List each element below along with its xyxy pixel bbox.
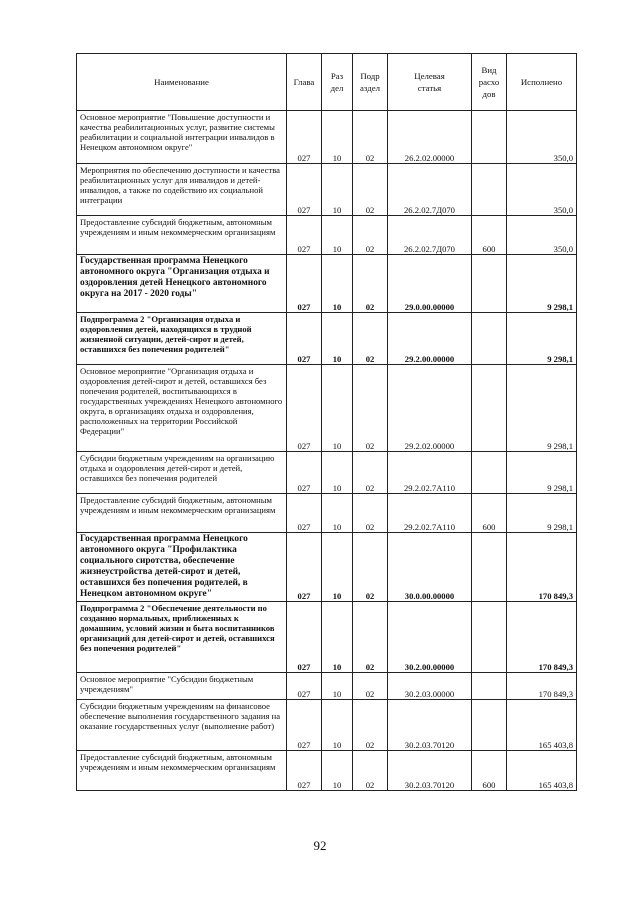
row-name: Субсидии бюджетным учреждениям на финансовое обеспечение выполнения государственного задания на оказание государственных услуг (выполнение работ) bbox=[77, 700, 287, 751]
row-razdel: 10 bbox=[322, 700, 353, 751]
row-target: 26.2.02.00000 bbox=[388, 111, 472, 164]
row-glava: 027 bbox=[287, 602, 322, 673]
row-razdel: 10 bbox=[322, 164, 353, 216]
col-header-glava: Глава bbox=[287, 54, 322, 111]
row-vid bbox=[472, 365, 507, 452]
row-target: 30.2.03.70120 bbox=[388, 751, 472, 791]
row-target: 30.2.03.00000 bbox=[388, 673, 472, 700]
table-row bbox=[77, 751, 577, 791]
row-vid: 600 bbox=[472, 216, 507, 255]
row-glava: 027 bbox=[287, 164, 322, 216]
row-razdel: 10 bbox=[322, 313, 353, 365]
row-razdel: 10 bbox=[322, 216, 353, 255]
row-done: 9 298,1 bbox=[507, 313, 577, 365]
row-vid bbox=[472, 533, 507, 602]
row-razdel: 10 bbox=[322, 494, 353, 533]
col-header-done: Исполнено bbox=[507, 54, 577, 111]
table-row bbox=[77, 673, 577, 700]
row-razdel: 10 bbox=[322, 452, 353, 494]
row-target: 26.2.02.7Д070 bbox=[388, 164, 472, 216]
row-razdel: 10 bbox=[322, 365, 353, 452]
col-header-razdel: Раз дел bbox=[322, 54, 353, 111]
col-header-target: Целевая статья bbox=[388, 54, 472, 111]
table-header-row bbox=[77, 54, 577, 111]
row-razdel: 10 bbox=[322, 111, 353, 164]
row-target: 29.2.02.7А110 bbox=[388, 494, 472, 533]
row-done: 9 298,1 bbox=[507, 365, 577, 452]
row-name: Мероприятия по обеспечению доступности и качества реабилитационных услуг для инвалидов и детей-инвалидов, а также по содействию их социальной интеграции bbox=[77, 164, 287, 216]
row-razdel: 10 bbox=[322, 602, 353, 673]
row-glava: 027 bbox=[287, 365, 322, 452]
row-podrazdel: 02 bbox=[353, 365, 388, 452]
col-header-name: Наименование bbox=[77, 54, 287, 111]
row-podrazdel: 02 bbox=[353, 533, 388, 602]
row-glava: 027 bbox=[287, 216, 322, 255]
row-podrazdel: 02 bbox=[353, 164, 388, 216]
row-done: 165 403,8 bbox=[507, 751, 577, 791]
row-name: Предоставление субсидий бюджетным, автономным учреждениям и иным некоммерческим организациям bbox=[77, 751, 287, 791]
row-target: 30.2.00.00000 bbox=[388, 602, 472, 673]
row-vid: 600 bbox=[472, 751, 507, 791]
table-row bbox=[77, 533, 577, 602]
row-glava: 027 bbox=[287, 751, 322, 791]
row-vid bbox=[472, 313, 507, 365]
row-done: 350,0 bbox=[507, 216, 577, 255]
row-name: Подпрограмма 2 "Организация отдыха и оздоровления детей, находящихся в трудной жизненной ситуации, детей-сирот и детей, оставшихся без попечения родителей" bbox=[77, 313, 287, 365]
row-vid bbox=[472, 452, 507, 494]
budget-table bbox=[76, 53, 577, 791]
row-target: 30.0.00.00000 bbox=[388, 533, 472, 602]
row-target: 26.2.02.7Д070 bbox=[388, 216, 472, 255]
row-razdel: 10 bbox=[322, 751, 353, 791]
table-body bbox=[77, 111, 577, 791]
table-row bbox=[77, 255, 577, 313]
row-glava: 027 bbox=[287, 533, 322, 602]
row-name: Предоставление субсидий бюджетным, автономным учреждениям и иным некоммерческим организациям bbox=[77, 216, 287, 255]
table-row bbox=[77, 313, 577, 365]
row-name: Основное мероприятие "Повышение доступности и качества реабилитационных услуг, развитие системы реабилитации и социальной интеграции инвалидов в Ненецком автономном округе" bbox=[77, 111, 287, 164]
row-target: 29.2.00.00000 bbox=[388, 313, 472, 365]
row-target: 29.2.02.7А110 bbox=[388, 452, 472, 494]
row-done: 350,0 bbox=[507, 164, 577, 216]
row-glava: 027 bbox=[287, 494, 322, 533]
row-podrazdel: 02 bbox=[353, 216, 388, 255]
row-done: 170 849,3 bbox=[507, 602, 577, 673]
row-podrazdel: 02 bbox=[353, 602, 388, 673]
row-vid bbox=[472, 255, 507, 313]
col-header-vid: Вид расхо дов bbox=[472, 54, 507, 111]
row-name: Предоставление субсидий бюджетным, автономным учреждениям и иным некоммерческим организациям bbox=[77, 494, 287, 533]
table-row bbox=[77, 111, 577, 164]
row-target: 29.2.02.00000 bbox=[388, 365, 472, 452]
row-razdel: 10 bbox=[322, 533, 353, 602]
row-target: 30.2.03.70120 bbox=[388, 700, 472, 751]
row-podrazdel: 02 bbox=[353, 452, 388, 494]
row-podrazdel: 02 bbox=[353, 700, 388, 751]
row-razdel: 10 bbox=[322, 673, 353, 700]
table-row bbox=[77, 700, 577, 751]
table-row bbox=[77, 365, 577, 452]
row-glava: 027 bbox=[287, 255, 322, 313]
row-glava: 027 bbox=[287, 452, 322, 494]
row-vid bbox=[472, 111, 507, 164]
row-razdel: 10 bbox=[322, 255, 353, 313]
row-name: Субсидии бюджетным учреждениям на организацию отдыха и оздоровления детей-сирот и детей, оставшихся без попечения родителей bbox=[77, 452, 287, 494]
row-vid bbox=[472, 700, 507, 751]
row-name: Основное мероприятие "Субсидии бюджетным учреждениям" bbox=[77, 673, 287, 700]
table-row bbox=[77, 216, 577, 255]
row-podrazdel: 02 bbox=[353, 313, 388, 365]
row-glava: 027 bbox=[287, 673, 322, 700]
row-done: 170 849,3 bbox=[507, 673, 577, 700]
row-podrazdel: 02 bbox=[353, 673, 388, 700]
row-vid bbox=[472, 602, 507, 673]
row-done: 350,0 bbox=[507, 111, 577, 164]
row-done: 9 298,1 bbox=[507, 494, 577, 533]
row-vid bbox=[472, 673, 507, 700]
row-vid: 600 bbox=[472, 494, 507, 533]
row-glava: 027 bbox=[287, 700, 322, 751]
row-done: 9 298,1 bbox=[507, 452, 577, 494]
table-row bbox=[77, 452, 577, 494]
row-name: Подпрограмма 2 "Обеспечение деятельности по созданию нормальных, приближенных к домашним, условий жизни и быта воспитанников организаций для детей-сирот и детей, оставшихся без попечения родителей" bbox=[77, 602, 287, 673]
col-header-podrazdel: Подр аздел bbox=[353, 54, 388, 111]
row-done: 9 298,1 bbox=[507, 255, 577, 313]
row-done: 170 849,3 bbox=[507, 533, 577, 602]
row-done: 165 403,8 bbox=[507, 700, 577, 751]
row-glava: 027 bbox=[287, 313, 322, 365]
row-podrazdel: 02 bbox=[353, 494, 388, 533]
row-name: Основное мероприятие "Организация отдыха и оздоровления детей-сирот и детей, оставшихся без попечения родителей, воспитывающихся в государственных учреждениях Ненецкого автономного округа, в организациях отдыха и оздоровления, расположенных на территории Российской Федерации" bbox=[77, 365, 287, 452]
row-podrazdel: 02 bbox=[353, 255, 388, 313]
row-podrazdel: 02 bbox=[353, 751, 388, 791]
row-target: 29.0.00.00000 bbox=[388, 255, 472, 313]
row-vid bbox=[472, 164, 507, 216]
row-podrazdel: 02 bbox=[353, 111, 388, 164]
table-row bbox=[77, 164, 577, 216]
row-glava: 027 bbox=[287, 111, 322, 164]
row-name: Государственная программа Ненецкого автономного округа "Организация отдыха и оздоровления детей Ненецкого автономного округа на 2017 - 2020 годы" bbox=[77, 255, 287, 313]
page-number: 92 bbox=[313, 838, 327, 853]
table-row bbox=[77, 602, 577, 673]
row-name: Государственная программа Ненецкого автономного округа "Профилактика социального сиротства, обеспечение жизнеустройства детей-сирот и детей, оставшихся без попечения родителей, в Ненецком автономном округе" bbox=[77, 533, 287, 602]
table-row bbox=[77, 494, 577, 533]
